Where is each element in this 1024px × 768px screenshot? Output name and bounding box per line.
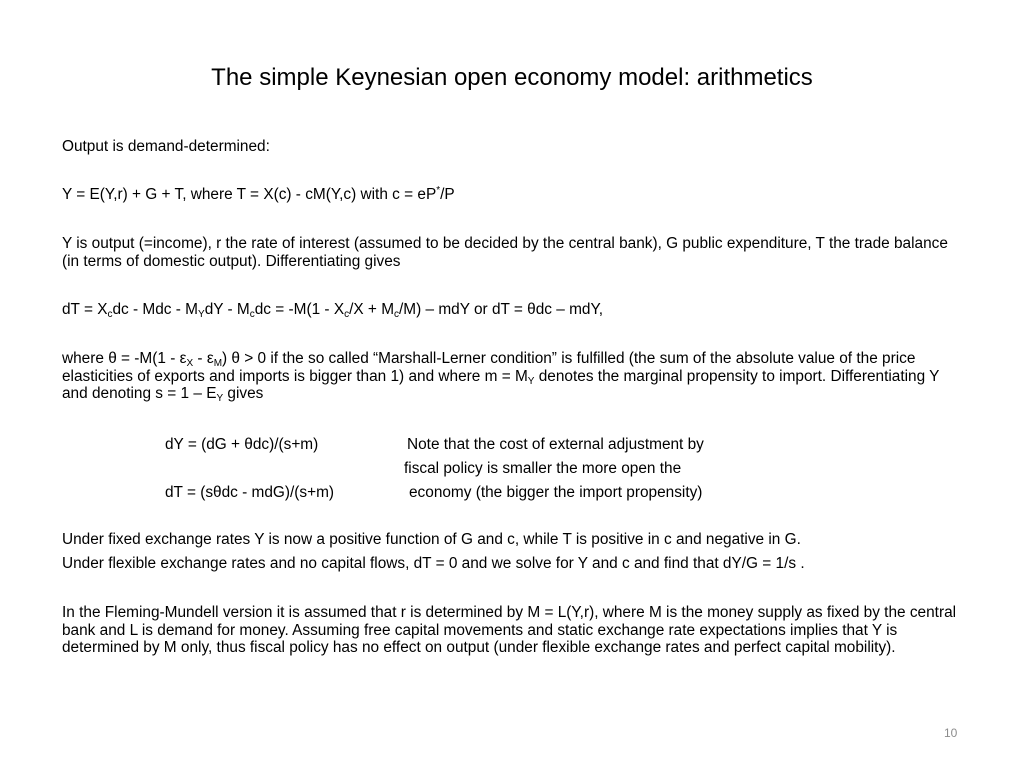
paragraph-definitions: Y is output (=income), r the rate of interest (assumed to be decided by the central bank), G public expenditure, T the trade balance (in terms of domestic output). Differentiating gives xyxy=(62,235,948,270)
note-line-1: Note that the cost of external adjustment by xyxy=(407,436,704,453)
equation-dy: dY = (dG + θdc)/(s+m) xyxy=(165,436,319,453)
paragraph-fixed-exchange: Under fixed exchange rates Y is now a positive function of G and c, while T is positive in c and negative in G. xyxy=(62,531,801,548)
equation-trade-balance-differential: dT = $X_cdc$ - Mdc - $M_YdY - M_cdc = -M(1 - X_c/X + M_c/M)$ – mdY or dT = θdc – mdY, xyxy=(62,301,604,320)
paragraph-marshall-lerner: where $\theta = -M(1 - \varepsilon_X - \varepsilon_M)$ θ > 0 if the so called “Marshall-Lerner condition” is fulfilled (the sum of the absolute value of the price elasticities of exports and imports is bigger than 1) and where $m = M_Y$ denotes the marginal propensity to import. Differentiating Y and denoting $s = 1 - E_Y$ gives xyxy=(62,350,940,404)
equation-dt: dT = (sθdc - mdG)/(s+m) xyxy=(165,484,335,501)
slide-title: The simple Keynesian open economy model: arithmetics xyxy=(211,64,813,91)
note-line-2: fiscal policy is smaller the more open the xyxy=(404,460,682,477)
equation-output-identity: Y = E(Y,r) + G + T, where T = X(c) - cM(Y,c) with c = eP*/P xyxy=(62,185,455,203)
note-line-3: economy (the bigger the import propensity) xyxy=(409,484,703,501)
paragraph-fleming-mundell: In the Fleming-Mundell version it is assumed that r is determined by M = L(Y,r), where M is the money supply as fixed by the central bank and L is demand for money. Assuming free capital movements and static exchange rate expectations implies that Y is determined by M only, thus fiscal policy has no effect on output (under flexible exchange rates and perfect capital mobility). xyxy=(62,604,957,656)
paragraph-output-demand: Output is demand-determined: xyxy=(62,138,270,155)
paragraph-flexible-exchange: Under flexible exchange rates and no capital flows, dT = 0 and we solve for Y and c and find that dY/G = 1/s . xyxy=(62,555,805,572)
slide-page-number: 10 xyxy=(944,726,958,740)
